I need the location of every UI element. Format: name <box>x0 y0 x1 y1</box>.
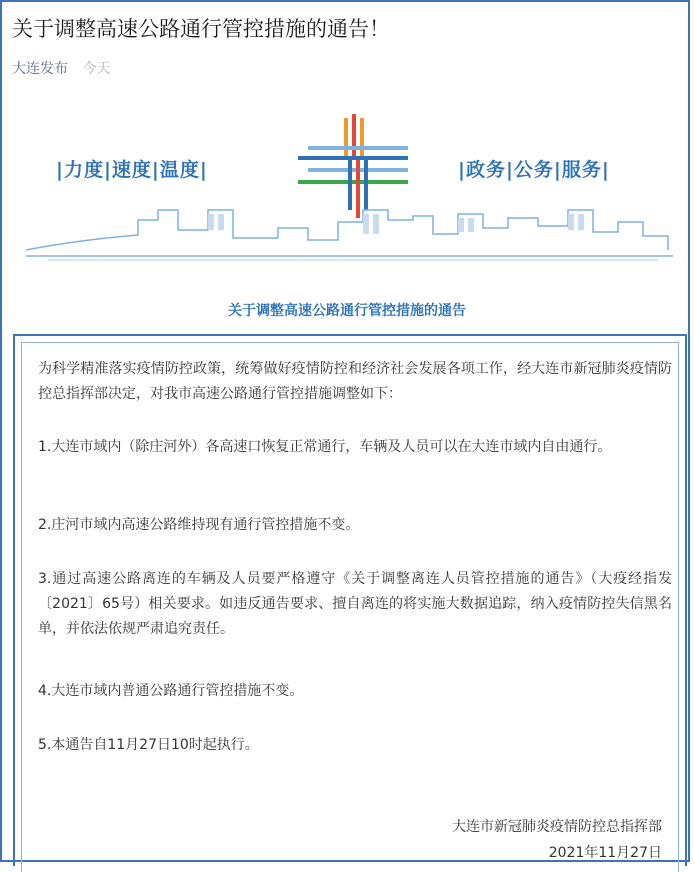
notice-date: 2021年11月27日 <box>548 845 662 861</box>
notice-heading: 关于调整高速公路通行管控措施的通告 <box>228 303 466 319</box>
skyline <box>26 210 673 260</box>
notice-intro: 为科学精准落实疫情防控政策，统筹做好疫情防控和经济社会发展各项工作，经大连市新冠肺炎疫情防控总指挥部决定，对我市高速公路通行管控措施调整如下： <box>38 361 672 402</box>
account-name-link[interactable]: 大连发布 <box>12 61 68 77</box>
notice-item-3: 3.通过高速公路离连的车辆及人员要严格遵守《关于调整离连人员管控措施的通告》（大疫经指发〔2021〕65号）相关要求。如违反通告要求、擅自离连的将实施大数据追踪，纳入疫情防控失信黑名单，并依法依规严肃追究责任。 <box>38 571 672 637</box>
dalian-logo <box>298 114 408 218</box>
notice-item-5: 5.本通告自11月27日10时起执行。 <box>38 737 259 753</box>
notice-content <box>21 342 679 872</box>
skyline-windows <box>208 214 584 234</box>
city-skyline-illustration <box>18 110 678 280</box>
notice-item-2: 2.庄河市域内高速公路维持现有通行管控措施不变。 <box>38 517 360 533</box>
notice-signature: 大连市新冠肺炎疫情防控总指挥部 <box>452 819 662 835</box>
slogan-left: |力度|速度|温度| <box>56 159 208 181</box>
header-banner <box>18 110 678 280</box>
notice-item-1: 1.大连市域内（除庄河外）各高速口恢复正常通行，车辆及人员可以在大连市域内自由通行。 <box>38 439 612 455</box>
notice-box <box>13 334 687 866</box>
publish-date: 今天 <box>82 61 111 77</box>
article-meta <box>12 60 110 78</box>
slogan-right: |政务|公务|服务| <box>458 159 610 181</box>
notice-item-4: 4.大连市域内普通公路通行管控措施不变。 <box>38 683 304 699</box>
article-title: 关于调整高速公路通行管控措施的通告！ <box>12 17 390 41</box>
